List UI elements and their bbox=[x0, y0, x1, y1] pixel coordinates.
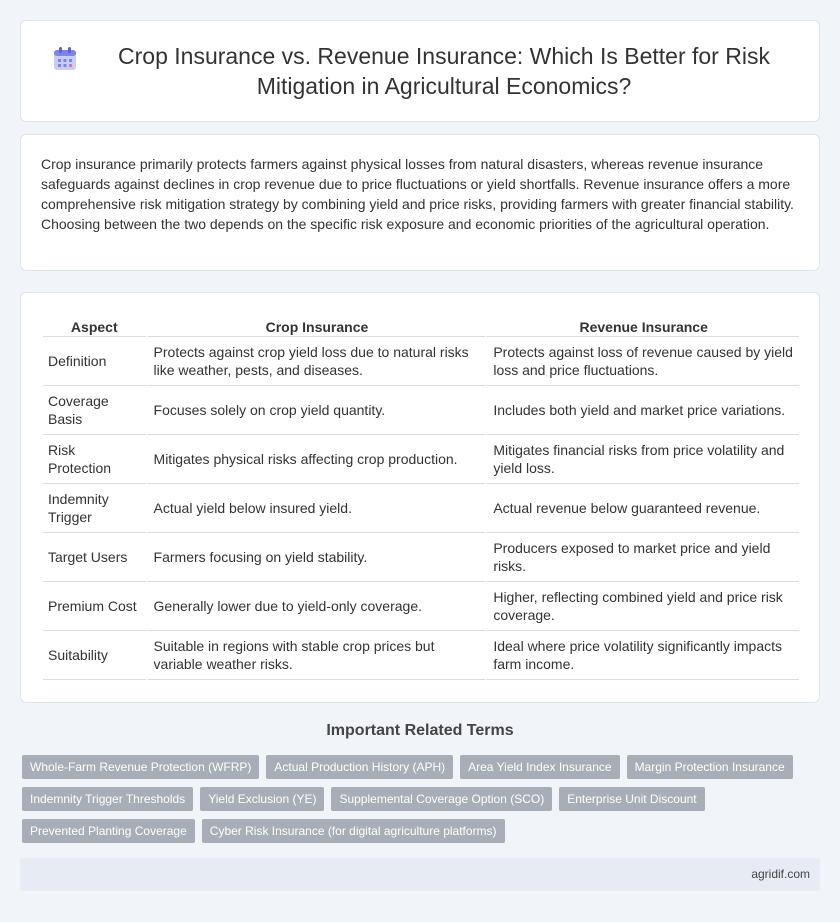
related-term-tag[interactable]: Yield Exclusion (YE) bbox=[200, 787, 324, 811]
related-term-tag[interactable]: Prevented Planting Coverage bbox=[22, 819, 195, 843]
tag-row bbox=[22, 787, 812, 811]
footer-site-link[interactable]: agridif.com bbox=[751, 867, 810, 881]
table-header-row bbox=[43, 315, 799, 337]
aspect-cell: Risk Protection bbox=[43, 435, 146, 484]
table-row bbox=[43, 337, 799, 386]
related-term-tag[interactable]: Enterprise Unit Discount bbox=[559, 787, 704, 811]
header-crop-insurance: Crop Insurance bbox=[146, 315, 486, 337]
crop-cell: Mitigates physical risks affecting crop production. bbox=[146, 435, 486, 484]
related-term-tag[interactable]: Whole-Farm Revenue Protection (WFRP) bbox=[22, 755, 259, 779]
crop-cell: Focuses solely on crop yield quantity. bbox=[146, 386, 486, 435]
calendar-icon bbox=[51, 45, 79, 73]
related-terms-heading: Important Related Terms bbox=[326, 722, 514, 739]
crop-cell: Farmers focusing on yield stability. bbox=[146, 533, 486, 582]
related-term-tag[interactable]: Margin Protection Insurance bbox=[627, 755, 793, 779]
intro-card bbox=[20, 134, 820, 271]
table-row bbox=[43, 533, 799, 582]
aspect-cell: Indemnity Trigger bbox=[43, 484, 146, 533]
page-title: Crop Insurance vs. Revenue Insurance: Which Is Better for Risk Mitigation in Agricultural Economics? bbox=[118, 43, 770, 99]
related-terms-tags bbox=[22, 755, 812, 851]
title-wrap bbox=[51, 41, 789, 101]
related-term-tag[interactable]: Supplemental Coverage Option (SCO) bbox=[331, 787, 552, 811]
table-row bbox=[43, 631, 799, 680]
related-term-tag[interactable]: Actual Production History (APH) bbox=[266, 755, 453, 779]
aspect-cell: Premium Cost bbox=[43, 582, 146, 631]
footer bbox=[20, 858, 820, 891]
revenue-cell: Ideal where price volatility significantly impacts farm income. bbox=[485, 631, 799, 680]
tag-row bbox=[22, 819, 812, 843]
crop-cell: Protects against crop yield loss due to natural risks like weather, pests, and diseases. bbox=[146, 337, 486, 386]
revenue-cell: Producers exposed to market price and yield risks. bbox=[485, 533, 799, 582]
aspect-cell: Suitability bbox=[43, 631, 146, 680]
crop-cell: Actual yield below insured yield. bbox=[146, 484, 486, 533]
intro-paragraph: Crop insurance primarily protects farmers against physical losses from natural disasters, whereas revenue insurance safeguards against declines in crop revenue due to price fluctuations or yield shortfalls. Revenue insurance offers a more comprehensive risk mitigation strategy by combining yield and price risks, providing farmers with greater financial stability. Choosing between the two depends on the specific risk exposure and economic priorities of the agricultural operation. bbox=[41, 156, 794, 232]
table-row bbox=[43, 386, 799, 435]
related-term-tag[interactable]: Cyber Risk Insurance (for digital agriculture platforms) bbox=[202, 819, 505, 843]
comparison-card bbox=[20, 292, 820, 703]
table-row bbox=[43, 435, 799, 484]
revenue-cell: Higher, reflecting combined yield and price risk coverage. bbox=[485, 582, 799, 631]
crop-cell: Generally lower due to yield-only coverage. bbox=[146, 582, 486, 631]
crop-cell: Suitable in regions with stable crop prices but variable weather risks. bbox=[146, 631, 486, 680]
header-revenue-insurance: Revenue Insurance bbox=[485, 315, 799, 337]
aspect-cell: Coverage Basis bbox=[43, 386, 146, 435]
title-card bbox=[20, 20, 820, 122]
aspect-cell: Definition bbox=[43, 337, 146, 386]
table-row bbox=[43, 484, 799, 533]
tag-row bbox=[22, 755, 812, 779]
revenue-cell: Mitigates financial risks from price volatility and yield loss. bbox=[485, 435, 799, 484]
revenue-cell: Includes both yield and market price variations. bbox=[485, 386, 799, 435]
header-aspect: Aspect bbox=[43, 315, 146, 337]
table-row bbox=[43, 582, 799, 631]
revenue-cell: Actual revenue below guaranteed revenue. bbox=[485, 484, 799, 533]
revenue-cell: Protects against loss of revenue caused by yield loss and price fluctuations. bbox=[485, 337, 799, 386]
aspect-cell: Target Users bbox=[43, 533, 146, 582]
related-term-tag[interactable]: Area Yield Index Insurance bbox=[460, 755, 619, 779]
related-term-tag[interactable]: Indemnity Trigger Thresholds bbox=[22, 787, 193, 811]
comparison-table bbox=[43, 315, 799, 680]
